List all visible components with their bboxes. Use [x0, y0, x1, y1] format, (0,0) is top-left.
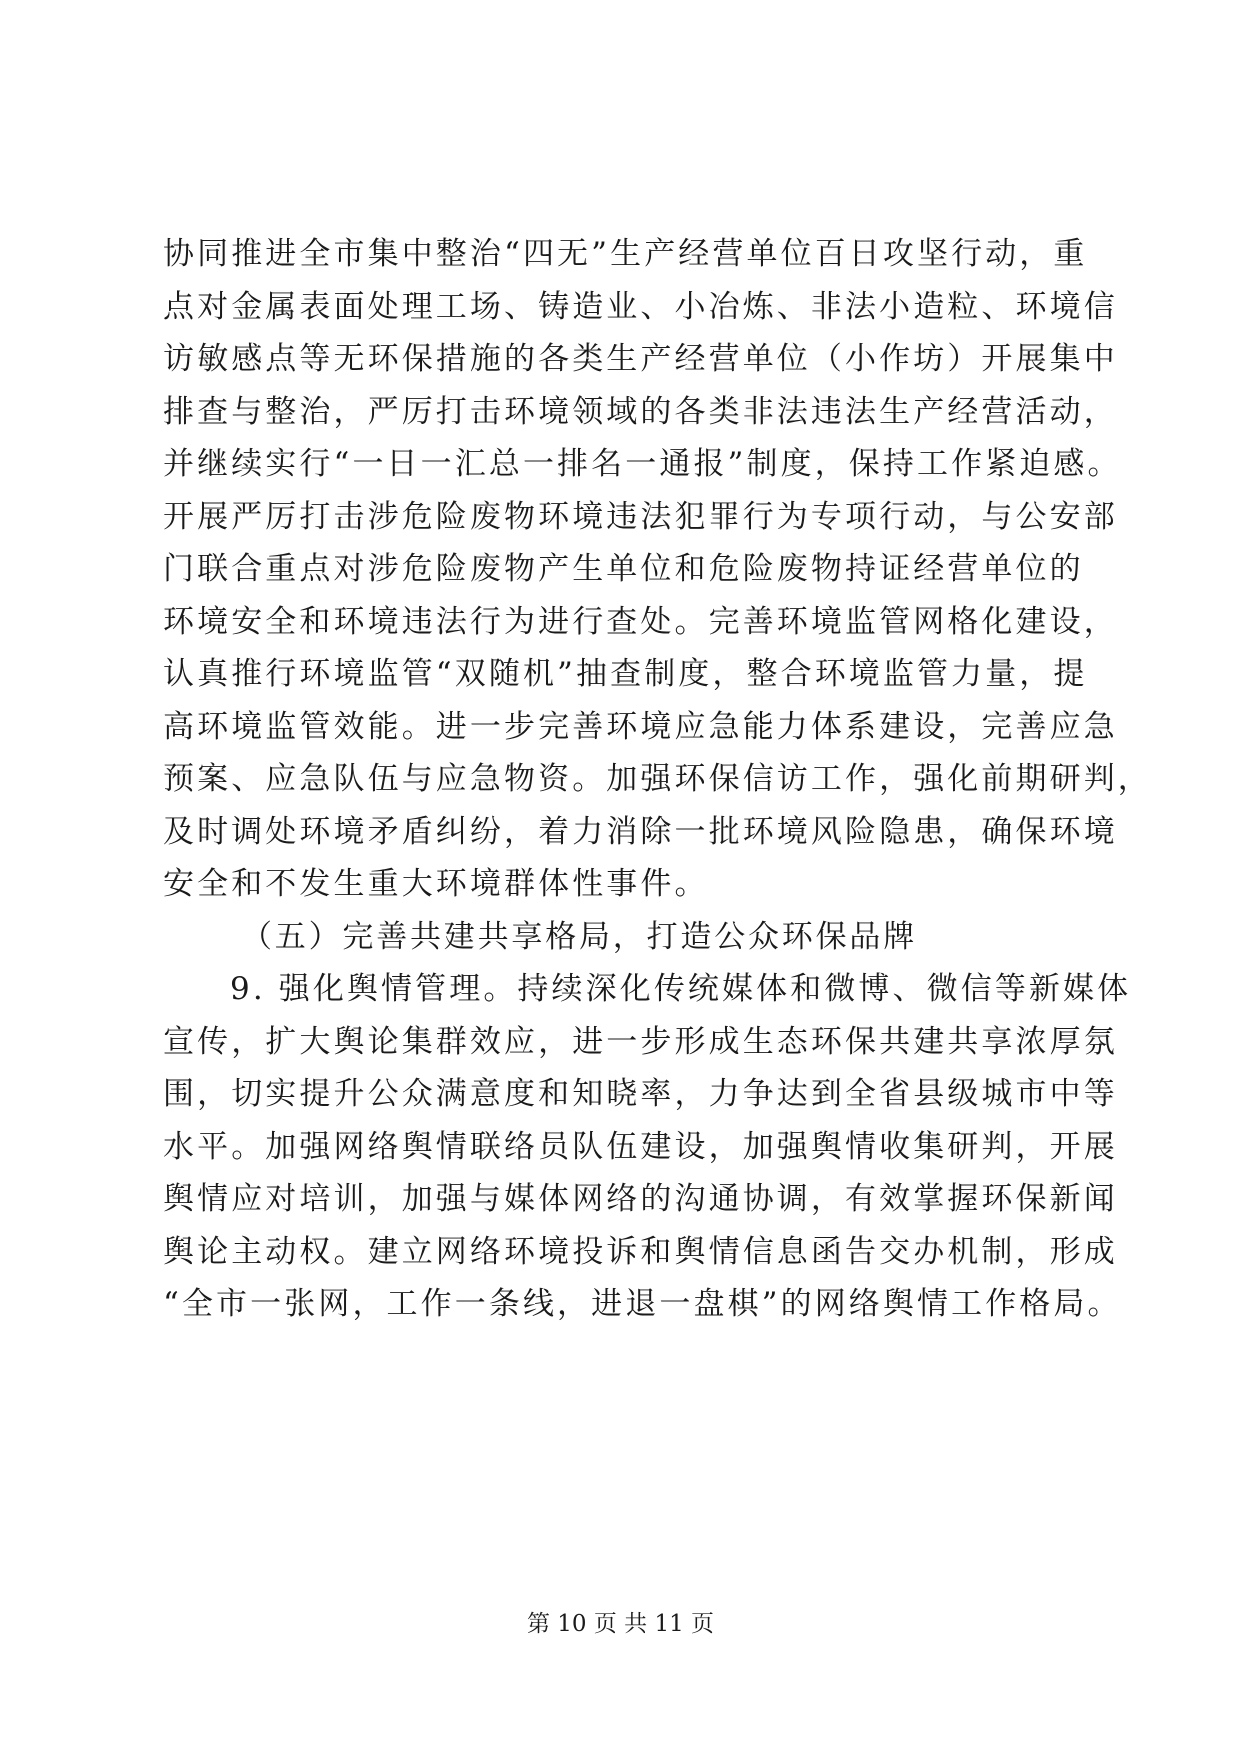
body-line: 宣传，扩大舆论集群效应，进一步形成生态环保共建共享浓厚氛 [163, 1023, 1118, 1060]
body-line: 门联合重点对涉危险废物产生单位和危险废物持证经营单位的 [163, 551, 1084, 587]
body-line: 协同推进全市集中整治“四无”生产经营单位百日攻坚行动，重 [163, 236, 1088, 272]
body-line: 点对金属表面处理工场、铸造业、小冶炼、非法小造粒、环境信 [163, 288, 1118, 325]
body-line: “全市一张网，工作一条线，进退一盘棋”的网络舆情工作格局。 [163, 1286, 1122, 1322]
body-line: 舆情应对培训，加强与媒体网络的沟通协调，有效掌握环保新闻 [163, 1181, 1118, 1217]
body-line: 安全和不发生重大环境群体性事件。 [163, 866, 709, 902]
body-line: 开展严厉打击涉危险废物环境违法犯罪行为专项行动，与公安部 [163, 498, 1118, 535]
body-line: 并继续实行“一日一汇总一排名一通报”制度，保持工作紧迫感。 [163, 446, 1122, 482]
body-line: 围，切实提升公众满意度和知晓率，力争达到全省县级城市中等 [163, 1076, 1118, 1112]
numbered-paragraph-start: 9. 强化舆情管理。持续深化传统媒体和微博、微信等新媒体 [230, 971, 1132, 1007]
section-heading: （五）完善共建共享格局，打造公众环保品牌 [241, 918, 917, 955]
body-line: 认真推行环境监管“双随机”抽查制度，整合环境监管力量，提 [163, 656, 1088, 692]
body-line: 环境安全和环境违法行为进行查处。完善环境监管网格化建设， [163, 603, 1118, 640]
body-line: 访敏感点等无环保措施的各类生产经营单位（小作坊）开展集中 [163, 341, 1118, 377]
body-line: 水平。加强网络舆情联络员队伍建设，加强舆情收集研判，开展 [163, 1128, 1118, 1165]
page-number-footer: 第 10 页 共 11 页 [526, 1611, 715, 1637]
body-line: 排查与整治，严厉打击环境领域的各类非法违法生产经营活动， [163, 393, 1118, 430]
body-line: 高环境监管效能。进一步完善环境应急能力体系建设，完善应急 [163, 708, 1118, 745]
body-line: 舆论主动权。建立网络环境投诉和舆情信息函告交办机制，形成 [163, 1233, 1118, 1270]
body-line: 及时调处环境矛盾纠纷，着力消除一批环境风险隐患，确保环境 [163, 813, 1118, 850]
document-body [163, 228, 1152, 1331]
body-line: 预案、应急队伍与应急物资。加强环保信访工作，强化前期研判， [163, 761, 1152, 797]
